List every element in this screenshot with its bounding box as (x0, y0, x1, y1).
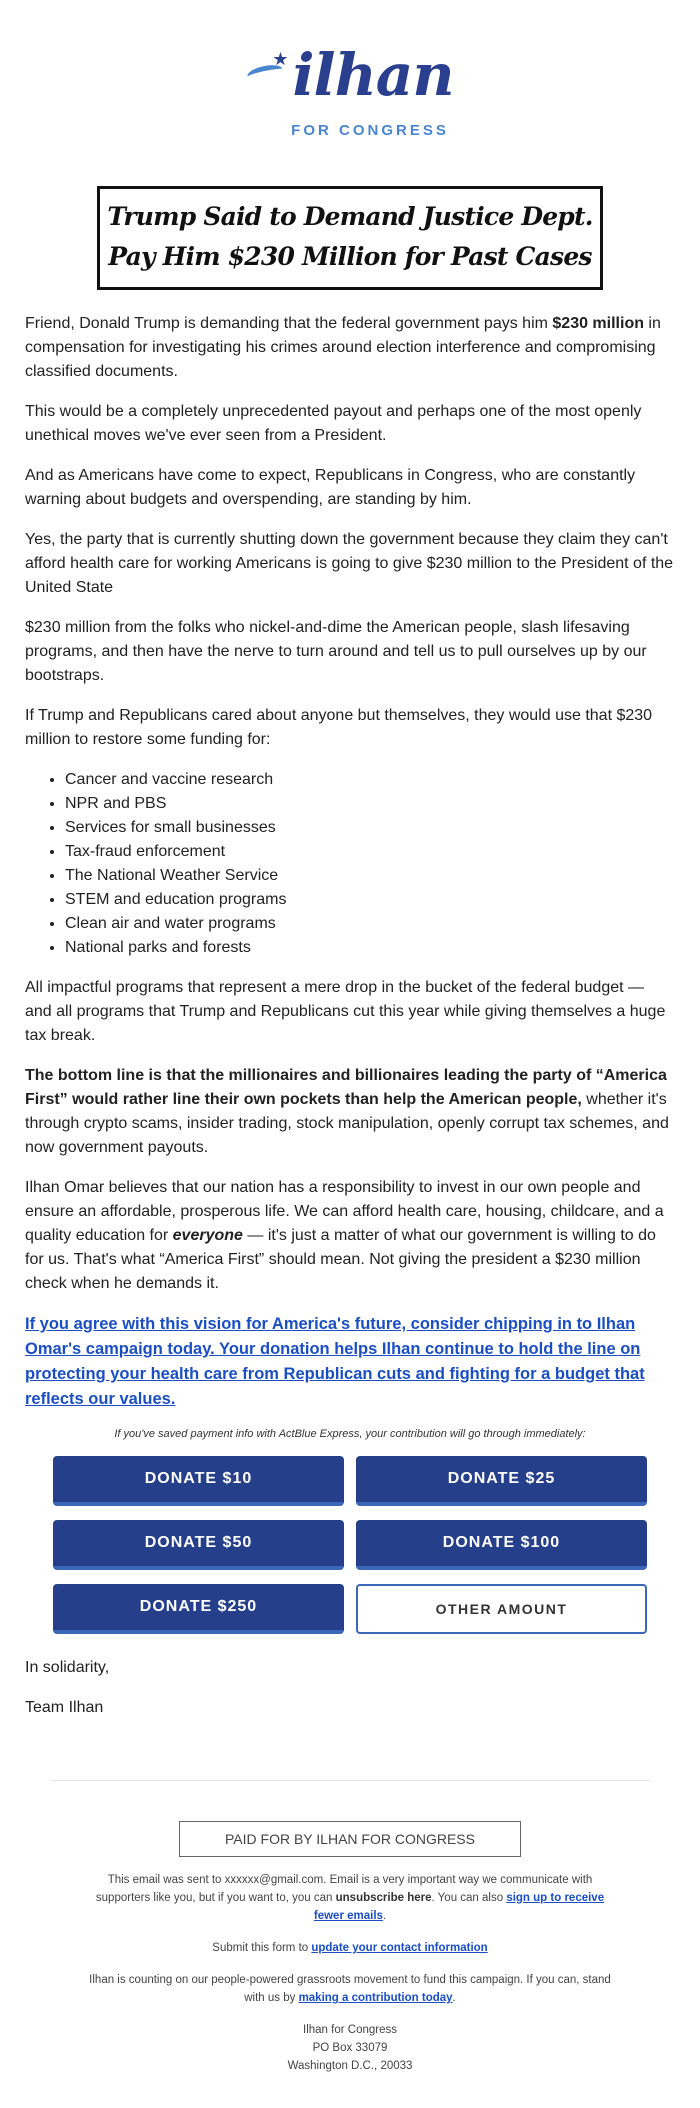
paragraph (25, 1176, 675, 1296)
headline-line: Pay Him $230 Million for Past Cases (108, 242, 592, 271)
donate-250-button[interactable]: DONATE $250 (53, 1584, 344, 1634)
address-line: Ilhan for Congress (303, 2024, 397, 2036)
text: This email was sent to (107, 1874, 225, 1886)
list-item: • STEM and education programs (65, 888, 675, 912)
list-item: • National parks and forests (65, 936, 675, 960)
text: . (452, 1992, 456, 2004)
text: . You can also (431, 1892, 507, 1904)
paragraph: All impactful programs that represent a mere drop in the bucket of the federal budget — and all programs that Trump and Republicans cut this year while giving themselves a huge tax break. (25, 979, 666, 1044)
footer-text (80, 1871, 620, 1925)
funding-list (65, 768, 675, 960)
logo (0, 0, 700, 180)
donate-cta-link[interactable]: If you agree with this vision for America's future, consider chipping in to Ilhan Omar's campaign today. Your donation helps Ilhan continue to hold the line on protecting your health care from Republican cuts and fighting for a budget that reflects our values. (25, 1315, 645, 1408)
email-address: xxxxxx@gmail.com (224, 1874, 324, 1886)
text: — it's just a matter of what our government is willing to do for us. That's what “America First” should mean. Not giving the president a $230 million check when he demands it. (25, 1227, 656, 1292)
fewer-emails-link[interactable]: sign up to receive fewer emails (313, 1892, 605, 1922)
donate-25-button[interactable]: DONATE $25 (356, 1456, 647, 1506)
paragraph: This would be a completely unprecedented payout and perhaps one of the most openly unethical moves we've ever seen from a President. (25, 403, 642, 444)
donate-buttons (25, 1456, 675, 1634)
paragraph (25, 312, 675, 384)
paid-for-disclaimer: PAID FOR BY ILHAN FOR CONGRESS (179, 1821, 521, 1857)
list-item: • The National Weather Service (65, 864, 675, 888)
email-body (25, 312, 675, 1412)
text: Ilhan Omar believes that our nation has a responsibility to invest in our own people and ensure an affordable, prosperous life. We can afford health care, housing, childcare, and a quality education for (25, 1179, 664, 1244)
logo-wordmark: ilhan (292, 41, 454, 109)
paragraph: And as Americans have come to expect, Republicans in Congress, who are constantly warning about budgets and overspending, are standing by him. (25, 467, 636, 508)
paragraph: $230 million from the folks who nickel-and-dime the American people, slash lifesaving programs, and then have the nerve to turn around and tell us to pull ourselves up by our bootstraps. (25, 619, 647, 684)
text: whether it's through crypto scams, insider trading, stock manipulation, openly corrupt tax schemes, and now government payouts. (25, 1091, 669, 1156)
bold-text: $230 million (552, 315, 644, 332)
address-line: PO Box 33079 (312, 2042, 388, 2054)
actblue-note: If you've saved payment info with ActBlue Express, your contribution will go through immediately: (114, 1428, 586, 1440)
list-item: • Services for small businesses (65, 816, 675, 840)
text: . Email is a very important way we communicate with supporters like you, but if you want to, you can (95, 1874, 593, 1904)
footer (0, 1871, 700, 2007)
text: . (382, 1910, 387, 1922)
text: in compensation for investigating his crimes around election interference and compromising classified documents. (25, 315, 661, 380)
contribution-link[interactable]: making a contribution today (298, 1992, 453, 2004)
logo-mark (247, 50, 291, 90)
text: Submit this form to (212, 1942, 312, 1954)
list-item: • Clean air and water programs (65, 912, 675, 936)
unsubscribe-link[interactable]: unsubscribe here (335, 1892, 432, 1904)
news-headline-image (97, 186, 603, 290)
signature: Team Ilhan (25, 1699, 104, 1716)
donate-10-button[interactable]: DONATE $10 (53, 1456, 344, 1506)
list-item: • Tax-fraud enforcement (65, 840, 675, 864)
signoff-line: In solidarity, (25, 1659, 110, 1676)
logo-row (0, 41, 700, 110)
paragraph: If Trump and Republicans cared about anyone but themselves, they would use that $230 million to restore some funding for: (25, 707, 653, 748)
donate-50-button[interactable]: DONATE $50 (53, 1520, 344, 1570)
update-contact-link[interactable]: update your contact information (311, 1942, 488, 1954)
emphasis-text: everyone (172, 1227, 243, 1244)
list-item: • Cancer and vaccine research (65, 768, 675, 792)
paragraph (25, 1064, 675, 1160)
footer-text (80, 1971, 620, 2007)
headline-line: Trump Said to Demand Justice Dept. (107, 202, 593, 231)
star-icon: ★ (272, 49, 289, 69)
list-item: • NPR and PBS (65, 792, 675, 816)
other-amount-button[interactable]: OTHER AMOUNT (356, 1584, 647, 1634)
donate-100-button[interactable]: DONATE $100 (356, 1520, 647, 1570)
text: Ilhan is counting on our people-powered grassroots movement to fund this campaign. If you can, stand with us by (89, 1974, 611, 2004)
footer-text (80, 1939, 620, 1957)
divider (50, 1780, 650, 1781)
text: Friend, Donald Trump is demanding that the federal government pays him (25, 315, 553, 332)
bold-text: The bottom line is that the millionaires and billionaires leading the party of “America First” would rather line their own pockets than help the American people, (25, 1067, 667, 1108)
address-line: Washington D.C., 20033 (287, 2060, 413, 2072)
paragraph: Yes, the party that is currently shutting down the government because they claim they can't afford health care for working Americans is going to give $230 million to the President of the United State (25, 531, 674, 596)
logo-subtitle: FOR CONGRESS (291, 122, 449, 139)
signoff (25, 1656, 675, 1720)
mailing-address (0, 2021, 700, 2075)
